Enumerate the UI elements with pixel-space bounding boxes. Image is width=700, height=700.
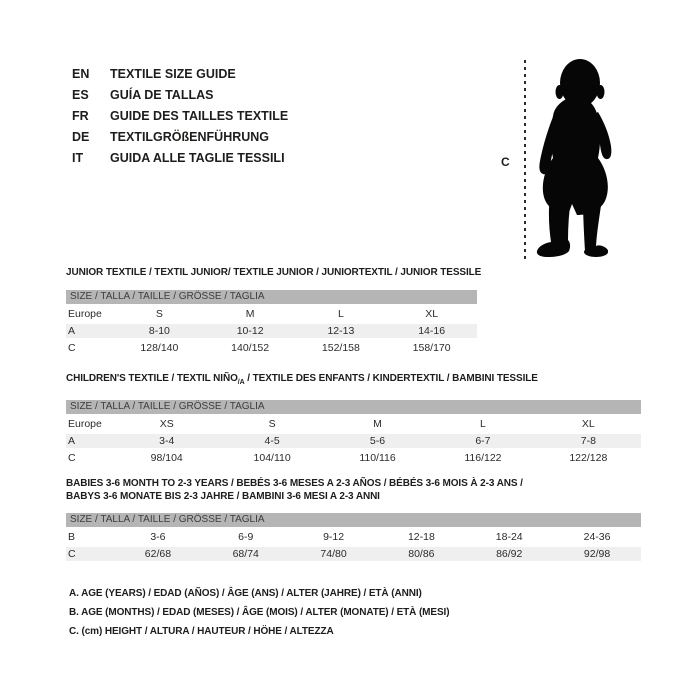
table-header-bar: SIZE / TALLA / TAILLE / GRÖSSE / TAGLIA	[66, 400, 641, 414]
section-junior-textile	[66, 266, 481, 358]
list-item	[72, 64, 288, 85]
table-cell: 5-6	[369, 435, 386, 447]
table-cell: 140/152	[231, 342, 270, 354]
language-code: EN	[72, 67, 90, 81]
language-code: IT	[72, 151, 84, 165]
table-row	[66, 341, 477, 355]
language-label: TEXTILGRÖßENFÜHRUNG	[110, 130, 270, 144]
table-cell: L	[480, 418, 486, 430]
language-label: GUIDE DES TAILLES TEXTILE	[110, 109, 289, 123]
table-cell: 128/140	[140, 342, 179, 354]
row-label: A	[68, 435, 76, 447]
table-cell: S	[155, 308, 163, 320]
language-label: GUÍA DE TALLAS	[110, 88, 214, 102]
table-row	[66, 434, 641, 448]
table-cell: 14-16	[418, 325, 446, 337]
table-cell: 80/86	[408, 548, 435, 560]
table-cell: 6-7	[475, 435, 491, 447]
table-row	[66, 451, 641, 465]
language-label: TEXTILE SIZE GUIDE	[110, 67, 236, 81]
footnotes	[69, 584, 449, 641]
table-cell: 4-5	[264, 435, 280, 447]
table-cell: 62/68	[144, 548, 172, 560]
table-cell: 3-4	[159, 435, 175, 447]
list-item	[72, 127, 288, 148]
table-cell: 74/80	[320, 548, 347, 560]
table-cell: M	[373, 418, 382, 430]
row-label: C	[68, 548, 76, 560]
section-title: JUNIOR TEXTILE / TEXTIL JUNIOR/ TEXTILE JUNIOR / JUNIORTEXTIL / JUNIOR TESSILE	[66, 267, 482, 278]
table-cell: XL	[581, 418, 595, 430]
list-item	[72, 106, 288, 127]
table-cell: 68/74	[232, 548, 259, 560]
section-childrens-textile	[66, 372, 641, 468]
table-cell: 116/122	[464, 452, 502, 464]
table-row	[66, 324, 477, 338]
table-cell: 86/92	[496, 548, 523, 560]
language-label: GUIDA ALLE TAGLIE TESSILI	[110, 151, 285, 165]
table-cell: 92/98	[583, 548, 611, 560]
baby-silhouette-icon	[528, 46, 638, 266]
table-cell: XL	[425, 308, 439, 320]
row-label: C	[68, 342, 76, 354]
height-measure-dashed-line	[524, 60, 526, 262]
section-title	[66, 477, 641, 503]
table-cell: 12-18	[407, 531, 435, 543]
row-label: C	[68, 452, 76, 464]
table-cell: L	[337, 308, 344, 320]
table-cell: 12-13	[327, 325, 355, 337]
table-row	[66, 530, 641, 544]
table-header-bar: SIZE / TALLA / TAILLE / GRÖSSE / TAGLIA	[66, 290, 477, 304]
language-code: FR	[72, 109, 89, 123]
table-cell: 158/170	[412, 342, 451, 354]
row-label: Europe	[68, 418, 102, 430]
language-code: DE	[72, 130, 90, 144]
table-cell: 9-12	[323, 531, 345, 543]
table-row	[66, 417, 641, 431]
babies-size-table	[66, 513, 641, 561]
section-title-line2: BABYS 3-6 MONATE BIS 2-3 JAHRE / BAMBINI 3-6 MESI A 2-3 ANNI	[66, 491, 380, 502]
height-measure-label: C	[501, 155, 510, 169]
section-title	[66, 372, 641, 389]
table-cell: S	[268, 418, 276, 430]
table-cell: 104/110	[253, 452, 291, 464]
table-row	[66, 547, 641, 561]
section-title-text: / TEXTILE DES ENFANTS / KINDERTEXTIL / BAMBINI TESSILE	[244, 373, 538, 384]
table-cell: 110/116	[359, 452, 396, 464]
children-size-table	[66, 400, 641, 465]
table-cell: 18-24	[495, 531, 523, 543]
table-cell: 152/158	[321, 342, 360, 354]
footnote-c: C. (cm) HEIGHT / ALTURA / HAUTEUR / HÖHE / ALTEZZA	[69, 626, 334, 637]
table-cell: 8-10	[148, 325, 170, 337]
section-babies-textile	[66, 477, 641, 564]
table-cell: 3-6	[150, 531, 166, 543]
table-cell: 6-9	[238, 531, 254, 543]
section-title-subscript: /A	[237, 379, 245, 386]
table-cell: 24-36	[583, 531, 611, 543]
table-cell: 98/104	[150, 452, 183, 464]
table-cell: 7-8	[580, 435, 596, 447]
list-item	[72, 85, 288, 106]
row-label: B	[68, 531, 76, 543]
list-item	[72, 148, 288, 169]
section-title-line1: BABIES 3-6 MONTH TO 2-3 YEARS / BEBÉS 3-6 MESES A 2-3 AÑOS / BÉBÉS 3-6 MOIS À 2-3 ANS /	[66, 478, 523, 489]
table-cell: M	[245, 308, 255, 320]
table-row	[66, 307, 477, 321]
table-cell: XS	[159, 418, 174, 430]
row-label: Europe	[68, 308, 102, 320]
language-list	[72, 64, 288, 169]
junior-size-table	[66, 290, 477, 355]
footnote-a: A. AGE (YEARS) / EDAD (AÑOS) / ÂGE (ANS) / ALTER (JAHRE) / ETÀ (ANNI)	[69, 588, 422, 599]
table-header-bar: SIZE / TALLA / TAILLE / GRÖSSE / TAGLIA	[66, 513, 641, 527]
language-code: ES	[72, 88, 89, 102]
footnote-b: B. AGE (MONTHS) / EDAD (MESES) / ÂGE (MOIS) / ALTER (MONATE) / ETÀ (MESI)	[69, 607, 450, 618]
table-cell: 10-12	[236, 325, 264, 337]
table-cell: 122/128	[569, 452, 608, 464]
section-title-text: CHILDREN'S TEXTILE / TEXTIL NIÑO	[66, 373, 238, 384]
row-label: A	[68, 325, 76, 337]
